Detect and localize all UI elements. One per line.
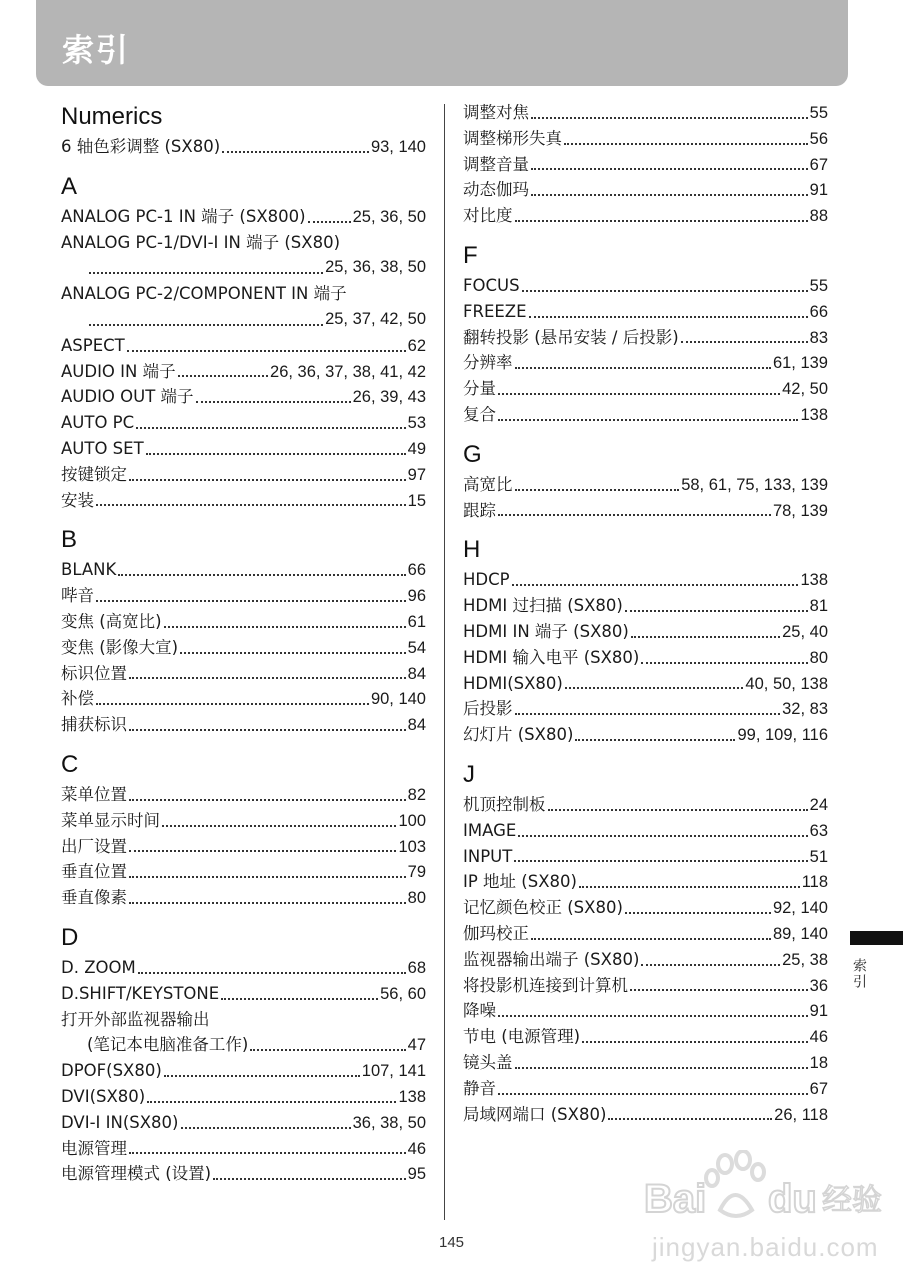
section-heading: H bbox=[463, 536, 481, 564]
dot-leader bbox=[250, 1049, 405, 1051]
dot-leader bbox=[129, 876, 406, 878]
index-entry bbox=[463, 1024, 828, 1050]
dot-leader bbox=[129, 1152, 406, 1154]
entry-pages: 24 bbox=[809, 795, 828, 814]
dot-leader bbox=[498, 393, 780, 395]
dot-leader bbox=[579, 886, 800, 888]
entry-pages: 36 bbox=[809, 976, 828, 995]
entry-pages: 103 bbox=[398, 837, 426, 856]
dot-leader bbox=[96, 504, 406, 506]
dot-leader bbox=[565, 687, 744, 689]
dot-leader bbox=[582, 1041, 808, 1043]
entry-pages: 93, 140 bbox=[370, 138, 426, 156]
index-entry bbox=[61, 1032, 426, 1058]
entry-term: 静音 bbox=[463, 1078, 496, 1098]
dot-leader bbox=[129, 729, 406, 731]
entry-pages: 97 bbox=[407, 465, 426, 484]
entry-term: DPOF(SX80) bbox=[61, 1061, 162, 1081]
entry-pages: 53 bbox=[407, 414, 426, 433]
entry-term: 镜头盖 bbox=[463, 1052, 513, 1072]
svg-text:Bai: Bai bbox=[644, 1177, 707, 1221]
entry-pages: 107, 141 bbox=[361, 1062, 426, 1081]
index-entry bbox=[463, 792, 828, 818]
dot-leader bbox=[96, 703, 369, 705]
dot-leader bbox=[498, 1093, 808, 1095]
index-entry bbox=[463, 376, 828, 402]
index-entry bbox=[61, 635, 426, 661]
entry-pages: 56, 60 bbox=[380, 984, 426, 1003]
index-entry bbox=[61, 255, 426, 281]
entry-pages: 54 bbox=[407, 638, 426, 657]
dot-leader bbox=[136, 427, 405, 429]
page-title: 索引 bbox=[62, 31, 131, 69]
entry-term: 打开外部监视器输出 bbox=[61, 1009, 210, 1029]
side-tab-marker bbox=[850, 931, 903, 945]
entry-term: 标识位置 bbox=[61, 663, 127, 683]
entry-term: 将投影机连接到计算机 bbox=[463, 975, 628, 995]
entry-pages: 91 bbox=[809, 181, 828, 200]
index-entry bbox=[463, 1102, 828, 1128]
entry-pages: 96 bbox=[407, 587, 426, 606]
index-entry bbox=[463, 325, 828, 351]
entry-term: ANALOG PC-1 IN 端子 (SX800) bbox=[61, 206, 306, 226]
index-entry bbox=[61, 1007, 426, 1033]
dot-leader bbox=[498, 1015, 808, 1017]
dot-leader bbox=[129, 850, 396, 852]
dot-leader bbox=[498, 514, 771, 516]
entry-pages: 81 bbox=[809, 597, 828, 616]
dot-leader bbox=[138, 972, 406, 974]
dot-leader bbox=[531, 168, 808, 170]
entry-term: FOCUS bbox=[463, 275, 520, 295]
section-heading: Numerics bbox=[61, 103, 163, 130]
entry-term: 对比度 bbox=[463, 206, 513, 226]
entry-pages: 36, 38, 50 bbox=[352, 1113, 426, 1132]
entry-pages: 15 bbox=[407, 491, 426, 510]
entry-term: 按键锁定 bbox=[61, 464, 127, 484]
index-entry bbox=[61, 782, 426, 808]
section-heading: J bbox=[463, 760, 475, 788]
entry-term: 跟踪 bbox=[463, 500, 496, 520]
index-entry bbox=[463, 818, 828, 844]
index-entry bbox=[61, 686, 426, 712]
index-entry bbox=[463, 472, 828, 498]
dot-leader bbox=[625, 610, 808, 612]
index-entry bbox=[463, 947, 828, 973]
dot-leader bbox=[213, 1178, 406, 1180]
entry-pages: 42, 50 bbox=[782, 380, 828, 399]
entry-term: HDMI 输入电平 (SX80) bbox=[463, 647, 640, 667]
index-entry bbox=[61, 808, 426, 834]
entry-term: ANALOG PC-2/COMPONENT IN 端子 bbox=[61, 284, 347, 304]
baidu-logo-icon bbox=[640, 1150, 890, 1230]
dot-leader bbox=[178, 375, 268, 377]
entry-pages: 100 bbox=[398, 811, 426, 830]
index-entry bbox=[463, 350, 828, 376]
entry-term: INPUT bbox=[463, 846, 513, 866]
entry-term: 调整音量 bbox=[463, 154, 529, 174]
entry-pages: 26, 36, 37, 38, 41, 42 bbox=[270, 362, 426, 381]
entry-pages: 55 bbox=[809, 276, 828, 295]
entry-pages: 25, 38 bbox=[782, 950, 828, 969]
dot-leader bbox=[89, 272, 323, 274]
dot-leader bbox=[129, 677, 406, 679]
entry-term: 翻转投影 (悬吊安装 / 后投影) bbox=[463, 327, 679, 347]
entry-term: 节电 (电源管理) bbox=[463, 1027, 581, 1047]
index-entry bbox=[463, 152, 828, 178]
index-entry bbox=[463, 273, 828, 299]
index-section bbox=[463, 758, 828, 1127]
entry-term: HDMI(SX80) bbox=[463, 673, 563, 693]
entry-pages: 63 bbox=[809, 821, 828, 840]
section-heading: B bbox=[61, 526, 78, 554]
index-entry bbox=[61, 488, 426, 514]
index-entry bbox=[61, 583, 426, 609]
entry-pages: 47 bbox=[407, 1036, 426, 1055]
entry-term: 垂直位置 bbox=[61, 862, 127, 882]
dot-leader bbox=[631, 636, 780, 638]
entry-term: 补偿 bbox=[61, 689, 94, 709]
entry-pages: 79 bbox=[407, 863, 426, 882]
index-entry bbox=[61, 1161, 426, 1187]
entry-pages: 56 bbox=[809, 129, 828, 148]
entry-pages: 58, 61, 75, 133, 139 bbox=[681, 475, 828, 494]
dot-leader bbox=[222, 151, 369, 153]
entry-term: DVI(SX80) bbox=[61, 1086, 146, 1106]
index-entry bbox=[61, 712, 426, 738]
entry-pages: 55 bbox=[809, 104, 828, 122]
index-entry bbox=[61, 981, 426, 1007]
dot-leader bbox=[129, 479, 406, 481]
entry-term: BLANK bbox=[61, 560, 117, 580]
entry-pages: 89, 140 bbox=[772, 924, 828, 943]
entry-pages: 138 bbox=[398, 1087, 426, 1106]
index-entry bbox=[463, 126, 828, 152]
index-entry bbox=[61, 462, 426, 488]
index-entry bbox=[61, 281, 426, 307]
index-entry bbox=[61, 1136, 426, 1162]
entry-pages: 66 bbox=[407, 561, 426, 580]
index-section bbox=[463, 533, 828, 748]
entry-term: 分辨率 bbox=[463, 353, 513, 373]
dot-leader bbox=[164, 626, 406, 628]
index-entry bbox=[463, 100, 828, 126]
index-entry bbox=[463, 1050, 828, 1076]
entry-pages: 138 bbox=[800, 571, 828, 590]
entry-pages: 25, 40 bbox=[782, 622, 828, 641]
entry-pages: 62 bbox=[407, 336, 426, 355]
dot-leader bbox=[564, 143, 808, 145]
index-section bbox=[463, 438, 828, 524]
entry-pages: 68 bbox=[407, 958, 426, 977]
entry-term: FREEZE bbox=[463, 301, 527, 321]
index-entry bbox=[463, 722, 828, 748]
entry-term: HDMI IN 端子 (SX80) bbox=[463, 621, 629, 641]
entry-term: 捕获标识 bbox=[61, 715, 127, 735]
entry-pages: 83 bbox=[809, 328, 828, 347]
index-entry bbox=[61, 834, 426, 860]
index-entry bbox=[463, 567, 828, 593]
index-entry bbox=[463, 203, 828, 229]
entry-pages: 91 bbox=[809, 1002, 828, 1021]
entry-term: 电源管理模式 (设置) bbox=[61, 1164, 212, 1184]
index-entry bbox=[463, 645, 828, 671]
entry-pages: 61 bbox=[407, 612, 426, 631]
index-entry bbox=[61, 609, 426, 635]
index-column-right bbox=[463, 100, 828, 1127]
entry-term: AUTO SET bbox=[61, 438, 144, 458]
index-entry bbox=[61, 885, 426, 911]
entry-term: 后投影 bbox=[463, 699, 513, 719]
entry-pages: 67 bbox=[809, 155, 828, 174]
dot-leader bbox=[515, 489, 680, 491]
entry-term: D. ZOOM bbox=[61, 957, 136, 977]
entry-term: 监视器输出端子 (SX80) bbox=[463, 949, 640, 969]
index-entry bbox=[463, 895, 828, 921]
entry-term: 伽玛校正 bbox=[463, 923, 529, 943]
entry-term: 局域网端口 (SX80) bbox=[463, 1104, 607, 1124]
index-section bbox=[61, 523, 426, 738]
entry-term: HDCP bbox=[463, 570, 510, 590]
index-entry bbox=[463, 844, 828, 870]
entry-term: 6 轴色彩调整 (SX80) bbox=[61, 137, 221, 156]
index-entry bbox=[61, 134, 426, 160]
watermark-url: jingyan.baidu.com bbox=[652, 1232, 879, 1262]
entry-pages: 84 bbox=[407, 716, 426, 735]
entry-pages: 92, 140 bbox=[772, 899, 828, 918]
dot-leader bbox=[512, 584, 799, 586]
svg-text:du: du bbox=[768, 1177, 817, 1221]
index-entry bbox=[463, 299, 828, 325]
entry-term: 复合 bbox=[463, 404, 496, 424]
dot-leader bbox=[531, 938, 771, 940]
entry-pages: 49 bbox=[407, 439, 426, 458]
entry-pages: 99, 109, 116 bbox=[737, 726, 828, 745]
dot-leader bbox=[308, 221, 351, 223]
index-section bbox=[61, 170, 426, 514]
entry-term: 电源管理 bbox=[61, 1138, 127, 1158]
dot-leader bbox=[129, 902, 406, 904]
entry-term: ASPECT bbox=[61, 335, 125, 355]
entry-term: 出厂设置 bbox=[61, 836, 127, 856]
index-entry bbox=[463, 869, 828, 895]
entry-pages: 25, 36, 38, 50 bbox=[325, 258, 426, 277]
entry-pages: 32, 83 bbox=[782, 700, 828, 719]
index-section bbox=[61, 921, 426, 1187]
index-entry bbox=[463, 671, 828, 697]
dot-leader bbox=[531, 117, 808, 119]
index-entry bbox=[61, 204, 426, 230]
entry-pages: 25, 37, 42, 50 bbox=[325, 309, 426, 328]
side-tab-label: 索引 bbox=[851, 958, 867, 990]
entry-term: AUDIO OUT 端子 bbox=[61, 387, 194, 407]
index-entry bbox=[61, 359, 426, 385]
index-entry bbox=[463, 619, 828, 645]
dot-leader bbox=[522, 290, 808, 292]
entry-pages: 84 bbox=[407, 664, 426, 683]
baidu-watermark bbox=[640, 1150, 890, 1268]
dot-leader bbox=[181, 1127, 351, 1129]
entry-pages: 80 bbox=[809, 648, 828, 667]
dot-leader bbox=[498, 419, 798, 421]
entry-pages: 88 bbox=[809, 207, 828, 226]
dot-leader bbox=[147, 1101, 396, 1103]
entry-pages: 118 bbox=[801, 873, 828, 892]
entry-pages: 61, 139 bbox=[772, 354, 828, 373]
dot-leader bbox=[180, 652, 406, 654]
entry-term: IP 地址 (SX80) bbox=[463, 872, 577, 892]
index-entry bbox=[463, 177, 828, 203]
dot-leader bbox=[162, 825, 396, 827]
section-heading: G bbox=[463, 440, 482, 468]
dot-leader bbox=[575, 739, 735, 741]
entry-term: DVI-I IN(SX80) bbox=[61, 1112, 179, 1132]
entry-pages: 25, 36, 50 bbox=[352, 207, 426, 226]
entry-term: (笔记本电脑准备工作) bbox=[87, 1035, 249, 1055]
entry-pages: 90, 140 bbox=[370, 690, 426, 709]
index-entry bbox=[61, 410, 426, 436]
dot-leader bbox=[89, 324, 323, 326]
entry-pages: 26, 39, 43 bbox=[352, 388, 426, 407]
index-entry bbox=[61, 955, 426, 981]
dot-leader bbox=[196, 401, 351, 403]
section-heading: A bbox=[61, 172, 78, 200]
entry-pages: 46 bbox=[809, 1028, 828, 1047]
entry-pages: 26, 118 bbox=[774, 1105, 828, 1124]
dot-leader bbox=[515, 1067, 808, 1069]
dot-leader bbox=[608, 1118, 772, 1120]
dot-leader bbox=[625, 912, 771, 914]
dot-leader bbox=[531, 194, 808, 196]
dot-leader bbox=[529, 316, 808, 318]
entry-term: 菜单显示时间 bbox=[61, 810, 160, 830]
index-entry bbox=[61, 1084, 426, 1110]
dot-leader bbox=[221, 998, 378, 1000]
index-entry bbox=[463, 973, 828, 999]
entry-term: 降噪 bbox=[463, 1001, 496, 1021]
index-column-left bbox=[61, 100, 426, 1187]
entry-term: 哔音 bbox=[61, 586, 94, 606]
entry-term: 调整对焦 bbox=[463, 103, 529, 122]
entry-term: 分量 bbox=[463, 379, 496, 399]
index-entry bbox=[463, 998, 828, 1024]
index-entry bbox=[463, 696, 828, 722]
entry-pages: 66 bbox=[809, 302, 828, 321]
index-section bbox=[61, 100, 426, 160]
entry-pages: 80 bbox=[407, 889, 426, 908]
entry-pages: 78, 139 bbox=[772, 501, 828, 520]
dot-leader bbox=[164, 1075, 360, 1077]
column-divider bbox=[444, 104, 445, 1220]
index-entry bbox=[463, 402, 828, 428]
dot-leader bbox=[630, 989, 808, 991]
index-entry bbox=[463, 1076, 828, 1102]
index-entry bbox=[61, 307, 426, 333]
dot-leader bbox=[127, 350, 406, 352]
entry-term: 幻灯片 (SX80) bbox=[463, 725, 574, 745]
dot-leader bbox=[118, 574, 405, 576]
entry-term: 安装 bbox=[61, 490, 94, 510]
dot-leader bbox=[515, 367, 771, 369]
dot-leader bbox=[129, 799, 406, 801]
index-entry bbox=[463, 921, 828, 947]
entry-term: 调整梯形失真 bbox=[463, 128, 562, 148]
index-entry bbox=[463, 498, 828, 524]
dot-leader bbox=[518, 835, 807, 837]
dot-leader bbox=[514, 860, 807, 862]
index-entry bbox=[61, 661, 426, 687]
page-number: 145 bbox=[438, 1234, 465, 1251]
entry-pages: 46 bbox=[407, 1139, 426, 1158]
section-heading: C bbox=[61, 750, 79, 778]
header-bar bbox=[36, 0, 848, 86]
index-section bbox=[463, 100, 828, 229]
entry-term: D.SHIFT/KEYSTONE bbox=[61, 983, 220, 1003]
index-entry bbox=[61, 859, 426, 885]
dot-leader bbox=[96, 600, 406, 602]
entry-term: 变焦 (影像大宣) bbox=[61, 637, 179, 657]
entry-term: HDMI 过扫描 (SX80) bbox=[463, 596, 623, 616]
entry-pages: 40, 50, 138 bbox=[745, 674, 828, 693]
entry-term: 动态伽玛 bbox=[463, 180, 529, 200]
dot-leader bbox=[641, 662, 807, 664]
entry-pages: 51 bbox=[809, 847, 828, 866]
entry-term: 菜单位置 bbox=[61, 784, 127, 804]
index-entry bbox=[61, 230, 426, 256]
index-section bbox=[463, 239, 828, 428]
entry-pages: 138 bbox=[800, 405, 828, 424]
svg-text:经验: 经验 bbox=[822, 1183, 882, 1218]
entry-pages: 67 bbox=[809, 1079, 828, 1098]
entry-pages: 95 bbox=[407, 1165, 426, 1184]
entry-term: ANALOG PC-1/DVI-I IN 端子 (SX80) bbox=[61, 232, 341, 252]
entry-term: IMAGE bbox=[463, 820, 517, 840]
entry-term: 机顶控制板 bbox=[463, 794, 546, 814]
index-entry bbox=[61, 436, 426, 462]
dot-leader bbox=[146, 453, 406, 455]
dot-leader bbox=[515, 713, 781, 715]
dot-leader bbox=[548, 809, 808, 811]
index-entry bbox=[61, 333, 426, 359]
entry-term: AUTO PC bbox=[61, 413, 135, 433]
entry-pages: 82 bbox=[407, 785, 426, 804]
entry-term: 变焦 (高宽比) bbox=[61, 611, 162, 631]
entry-term: AUDIO IN 端子 bbox=[61, 361, 176, 381]
dot-leader bbox=[641, 964, 780, 966]
index-entry bbox=[463, 593, 828, 619]
entry-term: 垂直像素 bbox=[61, 888, 127, 908]
index-entry bbox=[61, 1058, 426, 1084]
section-heading: D bbox=[61, 923, 79, 951]
entry-pages: 18 bbox=[809, 1053, 828, 1072]
index-entry bbox=[61, 384, 426, 410]
entry-term: 记忆颜色校正 (SX80) bbox=[463, 898, 623, 918]
index-section bbox=[61, 748, 426, 911]
entry-term: 高宽比 bbox=[463, 474, 513, 494]
index-entry bbox=[61, 1110, 426, 1136]
dot-leader bbox=[515, 220, 808, 222]
dot-leader bbox=[681, 341, 808, 343]
section-heading: F bbox=[463, 241, 478, 269]
index-entry bbox=[61, 557, 426, 583]
